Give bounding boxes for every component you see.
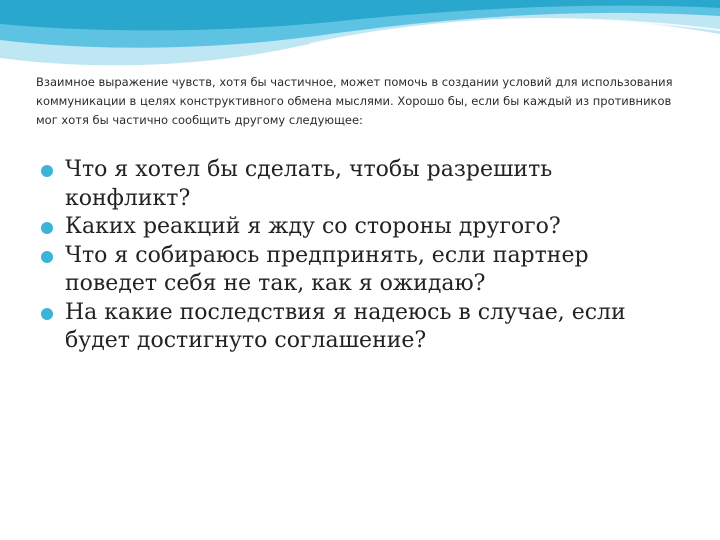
bullet-dot-icon xyxy=(41,308,53,320)
bullet-item xyxy=(40,242,680,299)
intro-paragraph: Взаимное выражение чувств, хотя бы частичное, может помочь в создании условий для использования коммуникации в целях конструктивного обмена мыслями. Хорошо бы, если бы каждый из противников мог хотя бы частично сообщить другому следующее: xyxy=(36,75,673,127)
bullet-text: Что я хотел бы сделать, чтобы разрешить конфликт? xyxy=(65,157,553,211)
bullet-dot-icon xyxy=(41,165,53,177)
bullet-item xyxy=(40,299,680,356)
bullet-text: Каких реакций я жду со стороны другого? xyxy=(65,214,561,239)
bullet-item xyxy=(40,156,680,213)
bullet-item xyxy=(40,213,680,242)
bullet-dot-icon xyxy=(41,251,53,263)
bullet-text: На какие последствия я надеюсь в случае, если будет достигнуто соглашение? xyxy=(65,299,626,353)
bullet-list xyxy=(40,156,680,356)
bullet-text: Что я собираюсь предпринять, если партнер поведет себя не так, как я ожидаю? xyxy=(65,242,589,296)
bullet-dot-icon xyxy=(41,222,53,234)
